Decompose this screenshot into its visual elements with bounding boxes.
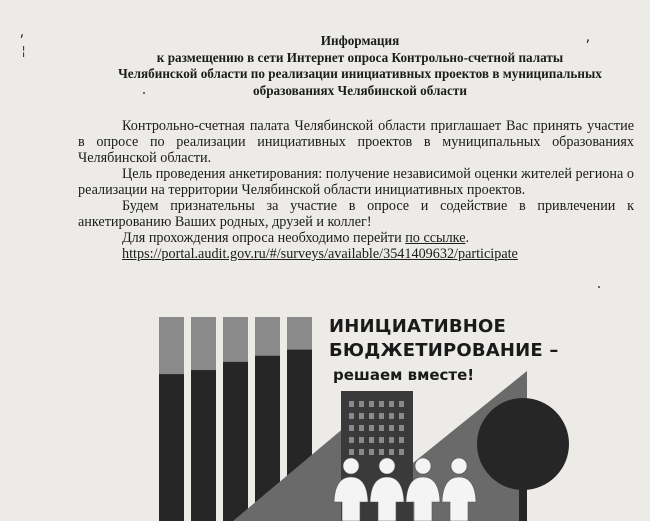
building-window — [399, 437, 404, 443]
building-window — [389, 449, 394, 455]
building-window — [359, 401, 364, 407]
banner-title-line2: БЮДЖЕТИРОВАНИЕ – — [329, 340, 559, 361]
margin-scan-mark: ¦ — [20, 44, 28, 58]
building-window — [389, 425, 394, 431]
banner-title-line1: ИНИЦИАТИВНОЕ — [329, 316, 507, 337]
title-line: Информация — [320, 33, 400, 48]
building-window — [359, 437, 364, 443]
instruction-suffix: . — [465, 230, 470, 246]
initiative-budgeting-banner — [155, 313, 575, 521]
banner-slogan: решаем вместе! — [333, 366, 475, 384]
building-window — [389, 413, 394, 419]
building-window — [369, 425, 374, 431]
person-head — [451, 458, 467, 474]
building-window — [359, 449, 364, 455]
building-window — [349, 437, 354, 443]
building-window — [369, 437, 374, 443]
instruction-prefix: Для прохождения опроса необходимо перейти — [122, 230, 406, 246]
person-head — [379, 458, 395, 474]
building-window — [379, 425, 384, 431]
purpose-paragraph: Цель проведения анкетирования: получение независимой оценки жителей региона о реализации на территории Челябинской области инициативных проектов. — [78, 166, 634, 198]
building-window — [349, 401, 354, 407]
building-window — [399, 401, 404, 407]
survey-link-text[interactable]: по ссылке — [405, 230, 466, 246]
building-window — [369, 449, 374, 455]
building-window — [399, 449, 404, 455]
title-line: к размещению в сети Интернет опроса Контрольно-счетной палаты — [156, 49, 564, 65]
building-window — [369, 413, 374, 419]
building-window — [379, 449, 384, 455]
bar-fill — [191, 370, 216, 521]
building-window — [369, 401, 374, 407]
bar-fill — [223, 362, 248, 521]
building-window — [349, 425, 354, 431]
person-head — [343, 458, 359, 474]
invitation-paragraph: Контрольно-счетная палата Челябинской области приглашает Вас принять участие в опросе по реализации инициативных проектов в муниципальных образованиях Челябинской области. — [78, 118, 634, 166]
building-window — [389, 401, 394, 407]
scan-speck — [598, 286, 600, 288]
document-title — [70, 33, 650, 99]
banner-title — [329, 315, 559, 387]
building-window — [379, 413, 384, 419]
building-window — [399, 425, 404, 431]
bar-fill — [159, 374, 184, 521]
document-body — [78, 118, 634, 262]
instruction-line — [78, 230, 634, 246]
banner-tree-trunk — [519, 473, 527, 521]
building-window — [379, 437, 384, 443]
building-window — [389, 437, 394, 443]
margin-scan-mark: ʼ — [584, 38, 592, 52]
building-window — [349, 449, 354, 455]
building-window — [379, 401, 384, 407]
title-line: образованиях Челябинской области — [253, 82, 467, 98]
building-window — [349, 413, 354, 419]
building-window — [399, 413, 404, 419]
building-window — [359, 425, 364, 431]
building-window — [359, 413, 364, 419]
person-head — [415, 458, 431, 474]
title-line: Челябинской области по реализации инициативных проектов в муниципальных — [118, 66, 602, 81]
survey-url-link[interactable]: https://portal.audit.gov.ru/#/surveys/available/3541409632/participate — [122, 246, 518, 262]
gratitude-paragraph: Будем признательны за участие в опросе и содействие в привлечении к анкетированию Ваших родных, друзей и коллег! — [78, 198, 634, 230]
margin-scan-mark: ʼ — [18, 33, 26, 47]
